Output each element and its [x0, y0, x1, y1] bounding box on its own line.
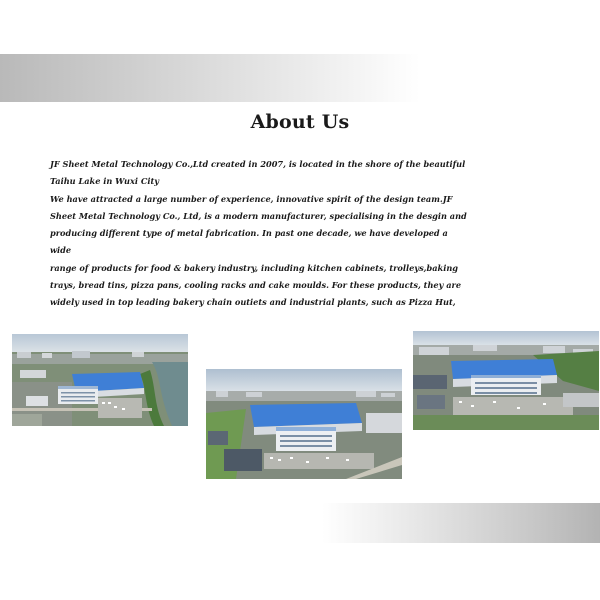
factory-aerial-photo-3 [413, 331, 599, 430]
about-paragraph: JF Sheet Metal Technology Co.,Ltd created in 2007, is located in the shore of the beautiful Taihu Lake in Wuxi City We have attracted a large number of experience, innovative spirit of the design team.JF Sheet Metal Technology Co., Ltd, is a modern manufacturer, specialising in the desgin and producing different type of metal fabrication. In past one decade, we have developed a wide range of products for food & bakery industry, including kitchen cabinets, trolleys,baking trays, bread tins, pizza pans, cooling racks and cake moulds. For these products, they are widely used in top leading bakery chain outiets and industrial plants, such as Pizza Hut, [50, 159, 467, 308]
factory-aerial-photo-1 [12, 334, 188, 426]
page-title: About Us [250, 111, 350, 133]
top-gradient-band [0, 54, 420, 102]
about-text-block [50, 156, 470, 312]
factory-aerial-photo-2 [206, 369, 402, 479]
bottom-gradient-band [322, 503, 600, 543]
